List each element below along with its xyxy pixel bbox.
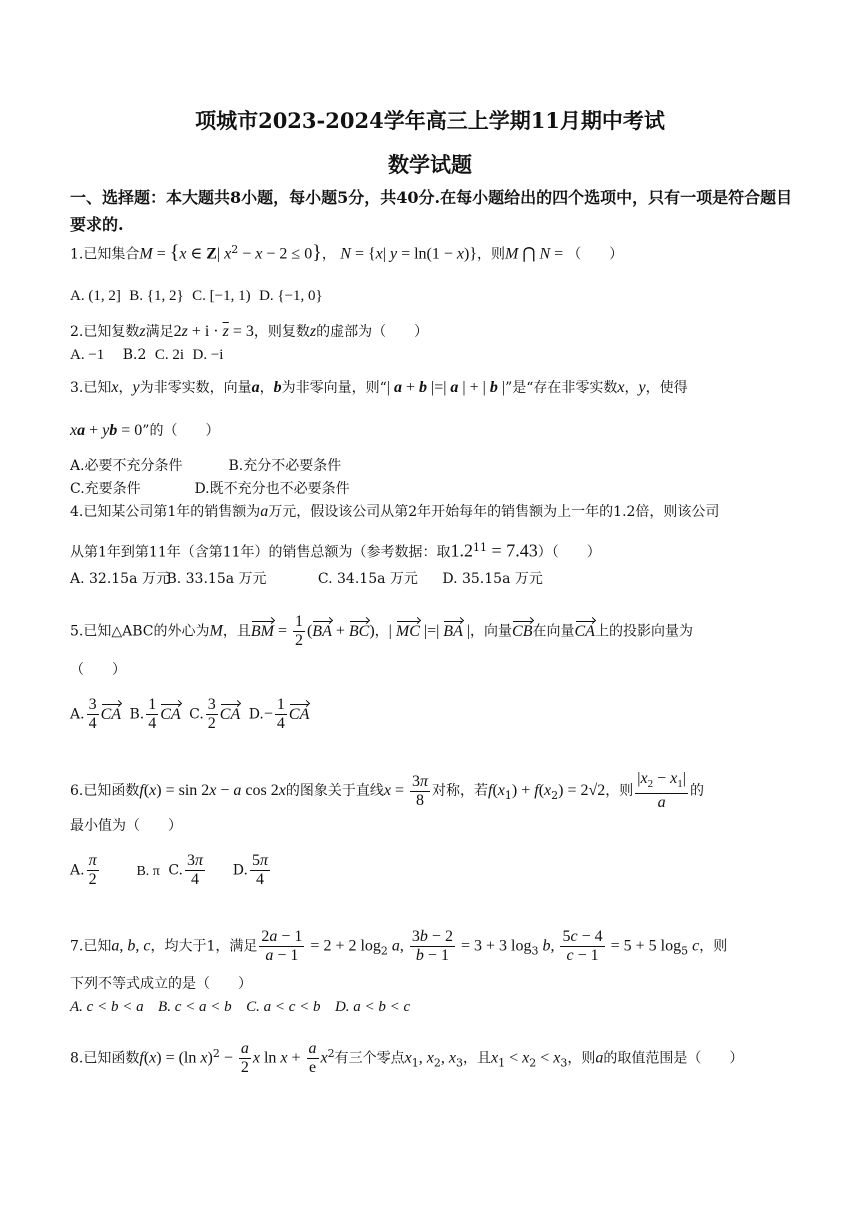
option-b[interactable]: B. c < a < b bbox=[158, 999, 232, 1015]
option-b[interactable]: B. π bbox=[136, 863, 160, 879]
option-b[interactable]: B. {1, 2} bbox=[129, 288, 184, 304]
question-4-options bbox=[70, 569, 547, 589]
option-c[interactable]: C. a < c < b bbox=[246, 999, 321, 1015]
option-a[interactable]: A. $\frac{3}{4}$ CA bbox=[70, 696, 122, 732]
option-d[interactable]: D. a < b < c bbox=[334, 999, 411, 1015]
question-3-stem-line1: 3.已知x，y为非零实数，向量a，b为非零向量，则“| a + b |=| a | + | b |”是“存在非零实数x，y，使得 bbox=[70, 379, 688, 396]
option-c[interactable]: C. 34.15a 万元 bbox=[317, 571, 418, 587]
option-c[interactable]: C. $\frac{3\pi}{4}$ bbox=[168, 852, 203, 888]
section-heading: 一、选择题：本大题共8小题，每小题5分，共40分.在每小题给出的四个选项中，只有一项是符合题目要求的. bbox=[70, 188, 793, 234]
question-6-stem-line1: 6.已知函数f(x) = sin 2x − a cos 2x的图象关于直线x = $\frac{3\pi}{8}$ 对称，若$f(x_1) + f(x_2) = 2√2$，则 $\frac{|x_2 - x_1|}{a}$ 的 bbox=[70, 770, 704, 812]
question-3-options-row2 bbox=[70, 479, 354, 499]
option-a[interactable]: A. (1, 2] bbox=[70, 288, 121, 304]
option-a[interactable]: A. c < b < a bbox=[70, 999, 144, 1015]
question-2-stem: 2.已知复数z满足$2z + i \cdot \overline{z} = 3$，则复数z的虚部为（ ） bbox=[70, 323, 429, 340]
question-7-options bbox=[70, 997, 414, 1017]
exam-title: 项城市2023-2024学年高三上学期11月期中考试 bbox=[195, 108, 665, 133]
question-6-stem-line2: 最小值为（ ） bbox=[70, 818, 182, 834]
option-c[interactable]: C. $\frac{3}{2}$ CA bbox=[189, 696, 241, 732]
question-6-options bbox=[70, 852, 276, 889]
option-b[interactable]: B.充分不必要条件 bbox=[228, 458, 342, 474]
option-c[interactable]: C. [−1, 1) bbox=[192, 288, 251, 304]
option-d[interactable]: D. −i bbox=[192, 347, 224, 363]
question-4-stem-line1: 4.已知某公司第1年的销售额为a万元，假设该公司从第2年开始每年的销售额为上一年的1.2倍，则该公司 bbox=[70, 503, 720, 520]
option-c[interactable]: C. 2i bbox=[154, 347, 185, 363]
option-d[interactable]: D.− $\frac{1}{4}$ CA bbox=[248, 696, 310, 732]
option-a[interactable]: A. −1 bbox=[70, 347, 105, 363]
option-a[interactable]: A.必要不充分条件 bbox=[70, 458, 183, 474]
option-d[interactable]: D. {−1, 0} bbox=[259, 288, 323, 304]
question-4-stem-line2: 从第1年到第11年（含第11年）的销售总额为（参考数据：取$1.2^{11} = 7.43$）（ ） bbox=[70, 540, 601, 561]
option-b[interactable]: B.2 bbox=[122, 347, 147, 363]
option-d[interactable]: D.既不充分也不必要条件 bbox=[194, 481, 350, 497]
option-b[interactable]: B. $\frac{1}{4}$ CA bbox=[129, 696, 181, 732]
option-b[interactable]: B. 33.15a 万元 bbox=[166, 571, 267, 587]
option-a[interactable]: A. $\frac{\pi}{2}$ bbox=[70, 852, 97, 888]
option-a[interactable]: A. 32.15a 万元 bbox=[70, 571, 170, 587]
question-7-stem-line1: 7.已知a, b, c，均大于1，满足 $\frac{2a - 1}{a - 1}$ = 2 + 2 $\log_2 a$, $\frac{3b - 2}{b - 1}$ = 3 + 3 $\log_3 b$, $\frac{5c - 4}{c - 1}$ = 5 + 5 $\log_5 c$，则 bbox=[70, 928, 728, 964]
question-2-options bbox=[70, 345, 227, 365]
question-3-options-row1 bbox=[70, 456, 345, 476]
question-5-options bbox=[70, 696, 313, 733]
question-3-stem-line2: xa + yb = 0”的（ ） bbox=[70, 422, 220, 439]
question-1-options bbox=[70, 286, 327, 306]
question-5-stem-line2: （ ） bbox=[70, 662, 126, 678]
question-7-stem-line2: 下列不等式成立的是（ ） bbox=[70, 976, 252, 992]
option-d[interactable]: D. $\frac{5\pi}{4}$ bbox=[232, 852, 268, 888]
option-d[interactable]: D. 35.15a 万元 bbox=[442, 571, 543, 587]
question-5-stem-line1: 5.已知△ABC的外心为M，且BM = $\frac{1}{2}$ (BA + BC)，| MC |=| BA |，向量CB在向量CA上的投影向量为 bbox=[70, 613, 693, 649]
option-c[interactable]: C.充要条件 bbox=[70, 481, 141, 497]
exam-subtitle: 数学试题 bbox=[388, 152, 472, 177]
question-8-stem: 8.已知函数f(x) = (ln x)$^2$ − $\frac{a}{2}$ x ln x + $\frac{a}{e}$ $x^2$有三个零点$x_1$, $x_2$, $x_3$，且$x_1 < x_2 < x_3$，则a的取值范围是（ ） bbox=[70, 1040, 744, 1076]
question-1-stem: 1.已知集合M = {x ∈ Z| $x^2 - x - 2 \le 0$}， N = {x| y = ln(1 − x)}，则M ⋂ N = （ ） bbox=[70, 241, 624, 264]
